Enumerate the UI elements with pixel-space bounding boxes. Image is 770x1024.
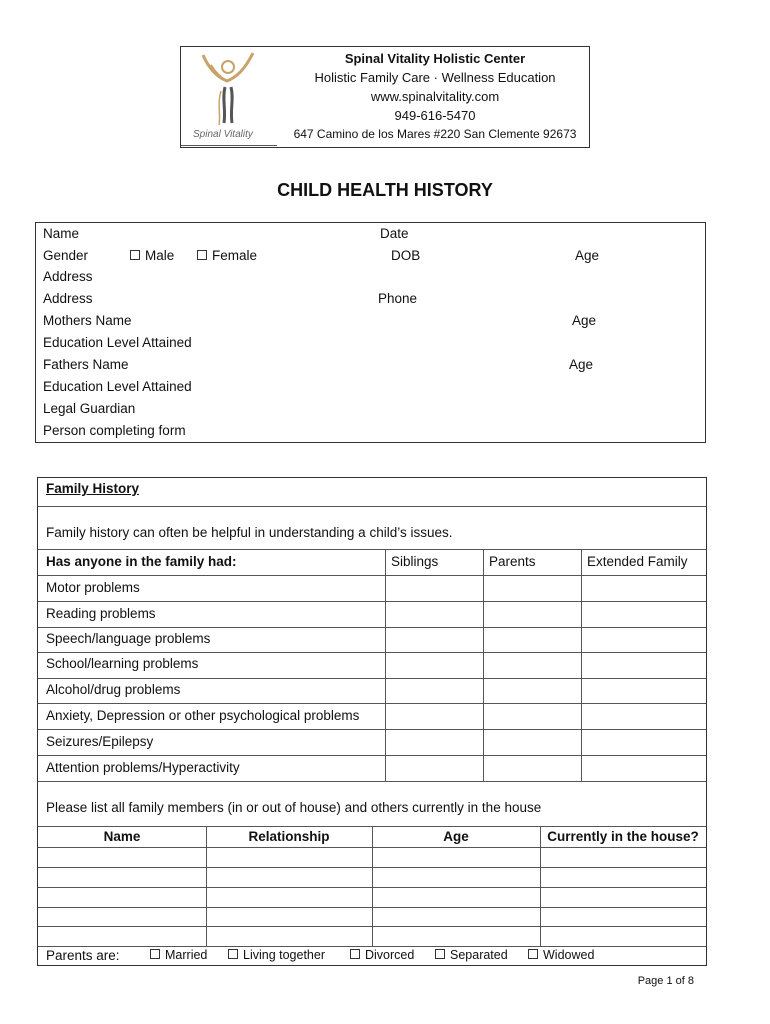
clinic-website: www.spinalvitality.com (370, 89, 500, 104)
legal-guardian-field[interactable]: Legal Guardian (43, 401, 136, 416)
dob-field[interactable]: DOB (391, 248, 421, 263)
family-history-section (37, 477, 707, 966)
checkbox-icon (528, 949, 538, 959)
row-divider (38, 678, 706, 679)
name-field[interactable]: Name (43, 226, 80, 241)
checkbox-icon (228, 949, 238, 959)
checkbox-icon (435, 949, 445, 959)
patient-info-section (35, 222, 706, 443)
logo-underline (181, 145, 277, 146)
condition-row: Anxiety, Depression or other psychological problems (46, 708, 360, 723)
divider (38, 549, 706, 550)
female-label: Female (212, 248, 258, 263)
page-number: Page 1 of 8 (637, 975, 694, 987)
mother-age-field[interactable]: Age (572, 313, 597, 328)
male-label: Male (145, 248, 175, 263)
conditions-question: Has anyone in the family had: (46, 554, 237, 569)
checkbox-icon (197, 250, 207, 260)
row-divider (38, 946, 706, 947)
gender-label: Gender (43, 248, 89, 263)
row-divider (38, 755, 706, 756)
row-divider (38, 601, 706, 602)
column-divider (483, 549, 484, 781)
column-divider (385, 549, 386, 781)
condition-row: Seizures/Epilepsy (46, 734, 154, 749)
member-column-relationship: Relationship (248, 829, 330, 844)
clinic-name: Spinal Vitality Holistic Center (344, 51, 526, 66)
clinic-info (280, 46, 590, 144)
status-separated-checkbox[interactable] (435, 948, 508, 962)
row-divider (38, 781, 706, 782)
male-checkbox[interactable] (130, 248, 174, 263)
status-label: Living together (243, 948, 326, 962)
checkbox-icon (150, 949, 160, 959)
condition-row: Attention problems/Hyperactivity (46, 760, 240, 775)
mothers-name-field[interactable]: Mothers Name (43, 313, 132, 328)
row-divider (38, 627, 706, 628)
column-divider (540, 826, 541, 946)
clinic-logo (181, 47, 277, 147)
divider (38, 506, 706, 507)
condition-row: Reading problems (46, 606, 156, 621)
date-field[interactable]: Date (380, 226, 409, 241)
status-label: Married (165, 948, 208, 962)
divider (38, 575, 706, 576)
column-parents: Parents (489, 554, 536, 569)
column-divider (581, 549, 582, 781)
female-checkbox[interactable] (197, 248, 257, 263)
member-column-name: Name (103, 829, 141, 844)
phone-field[interactable]: Phone (378, 291, 418, 306)
status-married-checkbox[interactable] (150, 948, 207, 962)
mother-education-field[interactable]: Education Level Attained (43, 335, 192, 350)
status-living-together-checkbox[interactable] (228, 948, 325, 962)
status-widowed-checkbox[interactable] (528, 948, 594, 962)
parents-are-label: Parents are: (46, 948, 120, 963)
column-siblings: Siblings (391, 554, 439, 569)
clinic-phone: 949-616-5470 (394, 108, 476, 123)
condition-row: Speech/language problems (46, 631, 211, 646)
family-history-heading: Family History (46, 481, 140, 496)
column-extended-family: Extended Family (587, 554, 688, 569)
clinic-tagline: Holistic Family Care · Wellness Education (314, 70, 556, 85)
age-field[interactable]: Age (575, 248, 600, 263)
status-label: Divorced (365, 948, 415, 962)
checkbox-icon (130, 250, 140, 260)
member-column-in-house: Currently in the house? (547, 829, 699, 844)
column-divider (206, 826, 207, 946)
condition-row: School/learning problems (46, 656, 199, 671)
members-prompt: Please list all family members (in or out of house) and others currently in the house (46, 800, 542, 815)
status-divorced-checkbox[interactable] (350, 948, 414, 962)
father-education-field[interactable]: Education Level Attained (43, 379, 192, 394)
checkbox-icon (350, 949, 360, 959)
member-column-age: Age (443, 829, 469, 844)
status-label: Widowed (543, 948, 595, 962)
father-age-field[interactable]: Age (569, 357, 594, 372)
column-divider (372, 826, 373, 946)
status-label: Separated (450, 948, 508, 962)
logo-text: Spinal Vitality (193, 129, 253, 140)
page-title: CHILD HEALTH HISTORY (277, 180, 493, 200)
clinic-address: 647 Camino de los Mares #220 San Clemente 92673 (293, 127, 577, 141)
address-field-2[interactable]: Address (43, 291, 93, 306)
row-divider (38, 652, 706, 653)
family-history-intro: Family history can often be helpful in understanding a child’s issues. (46, 525, 453, 540)
address-field-1[interactable]: Address (43, 269, 93, 284)
condition-row: Alcohol/drug problems (46, 682, 181, 697)
person-completing-field[interactable]: Person completing form (43, 423, 186, 438)
row-divider (38, 729, 706, 730)
row-divider (38, 703, 706, 704)
condition-row: Motor problems (46, 580, 140, 595)
fathers-name-field[interactable]: Fathers Name (43, 357, 129, 372)
